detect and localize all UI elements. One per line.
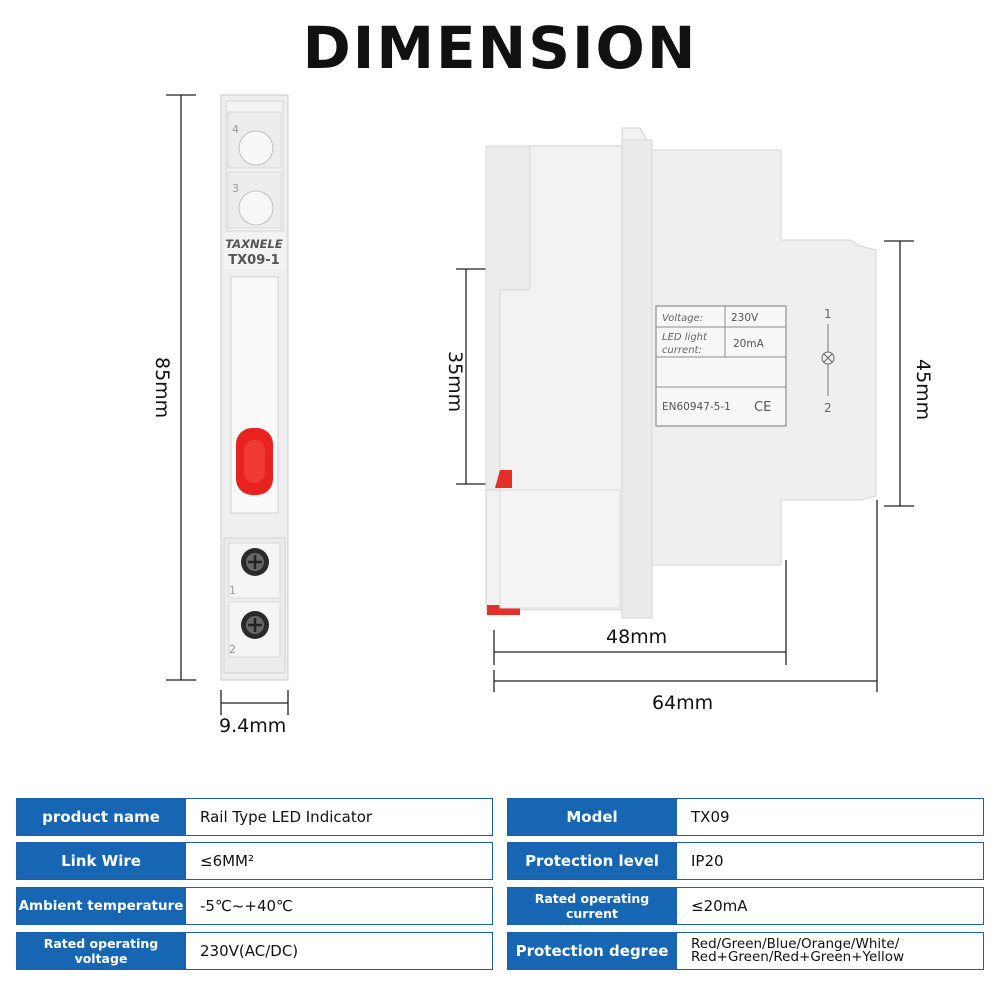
spec-key: Rated operating voltage	[17, 933, 186, 969]
spec-row-model	[507, 798, 984, 836]
terminal-number-4: 4	[232, 123, 239, 136]
spec-key: Model	[508, 799, 677, 835]
brand-logo: TAXNELE	[225, 237, 283, 251]
height-dimension: 85mm	[151, 357, 173, 419]
spec-value	[677, 933, 904, 969]
label-voltage-value: 230V	[731, 312, 759, 324]
spec-value-line-1: Red/Green/Blue/Orange/White/	[691, 936, 900, 952]
spec-value: -5℃~+40℃	[186, 888, 293, 924]
terminal-number-2: 2	[229, 643, 236, 656]
spec-key: Protection degree	[508, 933, 677, 969]
spec-key: Link Wire	[17, 843, 186, 879]
depth-total-dimension: 64mm	[652, 692, 714, 714]
schematic-terminal-2: 2	[824, 401, 832, 415]
spec-value: 230V(AC/DC)	[186, 933, 298, 969]
spec-key: Protection level	[508, 843, 677, 879]
label-standard: EN60947-5-1	[662, 401, 731, 413]
model-label: TX09-1	[228, 253, 280, 268]
spec-value: ≤20mA	[677, 888, 748, 924]
page-title: DIMENSION	[302, 14, 698, 82]
terminal-screw-4	[239, 131, 273, 165]
spec-value: ≤6MM²	[186, 843, 254, 879]
spec-value-line-2: Red+Green/Red+Green+Yellow	[691, 949, 905, 965]
spec-row-protection-degree	[507, 932, 984, 970]
label-current-value: 20mA	[733, 338, 764, 350]
ce-mark: CE	[754, 400, 772, 415]
spec-key: Rated operating current	[508, 888, 677, 924]
spec-key: product name	[17, 799, 186, 835]
rail-dimension: 35mm	[444, 351, 466, 413]
terminal-screw-3	[239, 191, 273, 225]
spec-row-rated-current	[507, 887, 984, 925]
label-current-key-1: LED light	[662, 332, 707, 343]
front-dimension: 45mm	[912, 359, 934, 421]
spec-key: Ambient temperature	[17, 888, 186, 924]
spec-value: Rail Type LED Indicator	[186, 799, 372, 835]
spec-value: IP20	[677, 843, 724, 879]
label-current-key-2: current:	[662, 345, 702, 356]
spec-row-product-name	[16, 798, 493, 836]
spec-row-ambient-temperature	[16, 887, 493, 925]
terminal-number-1: 1	[229, 584, 236, 597]
spec-row-rated-voltage	[16, 932, 493, 970]
width-dimension: 9.4mm	[219, 715, 287, 737]
spec-row-link-wire	[16, 842, 493, 880]
depth-inner-dimension: 48mm	[606, 626, 668, 648]
terminal-number-3: 3	[232, 182, 239, 195]
label-voltage-key: Voltage:	[662, 313, 704, 324]
spec-row-protection-level	[507, 842, 984, 880]
spec-value: TX09	[677, 799, 730, 835]
schematic-terminal-1: 1	[824, 307, 832, 321]
